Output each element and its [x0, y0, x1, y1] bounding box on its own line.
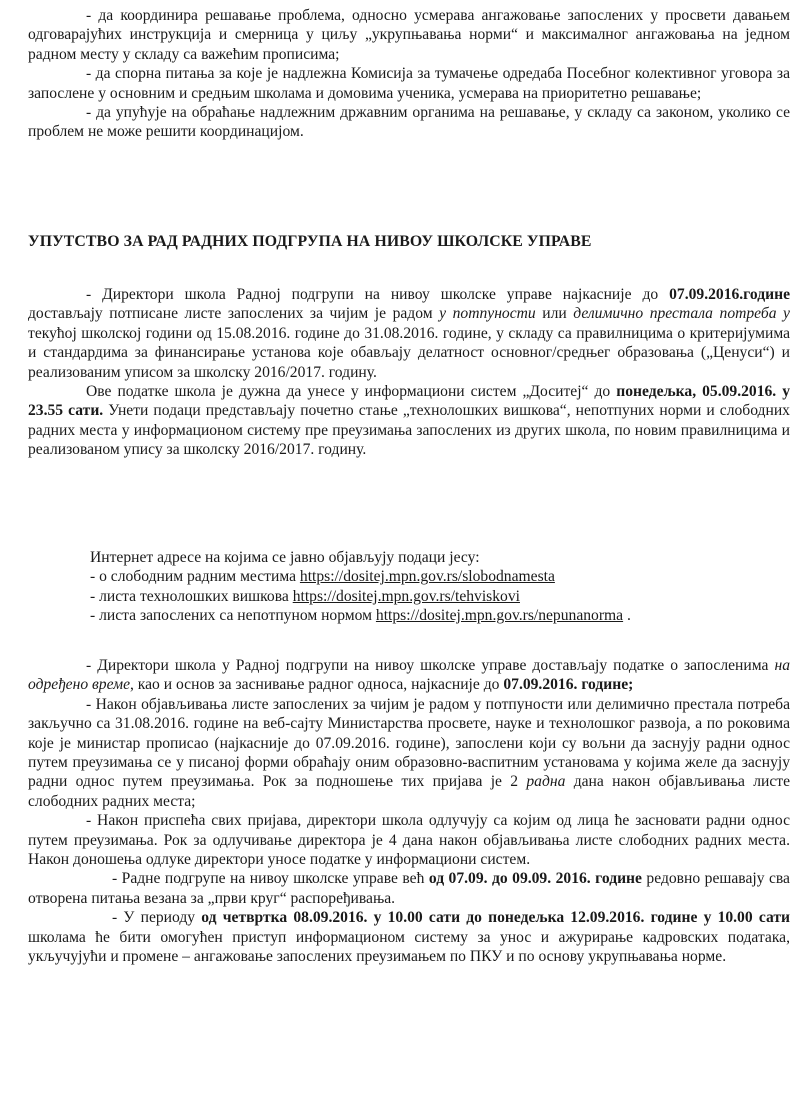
section-heading: УПУТСТВО ЗА РАД РАДНИХ ПОДГРУПА НА НИВОУ ШКОЛСКЕ УПРАВЕ	[28, 233, 592, 250]
link-tehviskovi[interactable]: https://dositej.mpn.gov.rs/tehviskovi	[292, 587, 520, 605]
procedure-list	[28, 656, 790, 967]
paragraph-directors-lists: - Директори школа Радној подгрупи на нивоу школске управе најкасније до 07.09.2016.године достављају потписане листе запослених за чијим је радом у потпуности или делимично престала потреба у текућој школској години од 15.08.2016. године до 31.08.2016. године, у складу са правилницима о критеријумима и стандардима за финансирање установа које обављају делатност основног/средњег образовања („Ценуси“) и реализованим уписом за школску 2016/2017. годину. Ове податке школа је дужна да унесе у информациони систем „Доситеј“ до понедељка, 05.09.2016. у 23.55 сати. Унети подаци представљају почетно стање „технолошких вишкова“, непотпуних норми и слободних радних места у информационом систему пре преузимања запослених из других школа, по новим правилницима и реализованом упису за школску 2016/2017. годину.	[28, 286, 790, 459]
link-row-incomplete-norm: - листа запослених са непотпуном нормом https://dositej.mpn.gov.rs/nepunanorma .	[90, 607, 631, 625]
links-intro: Интернет адресе на којима се јавно објављују подаци јесу:	[90, 549, 480, 566]
link-row-tech-surplus: - листа технолошких вишкова https://dositej.mpn.gov.rs/tehviskovi	[90, 587, 520, 605]
paragraph-fixed-term: - Директори школа у Радној подгрупи на нивоу школске управе достављају податке о запосленима на одређено време, као и основ за заснивање радног односа, најкасније до 07.09.2016. године;	[28, 657, 790, 694]
link-row-free-positions: - о слободним радним местима https://dositej.mpn.gov.rs/slobodnamesta	[90, 568, 555, 586]
paragraph-system-access: - У периоду од четвртка 08.09.2016. у 10.00 сати до понедељка 12.09.2016. године у 10.00 сати школама ће бити омогућен приступ информационом систему за унос и ажурирање кадровских података, укључујући и промене – ангажовање запослених преузимањем по ПКУ и по основу укрупњавања норме.	[28, 909, 790, 966]
paragraph-dositej-entry: Ове податке школа је дужна да унесе у информациони систем „Доситеј“ до понедељка, 05.09.2016. у 23.55 сати. Унети подаци представљају почетно стање „технолошких вишкова“, непотпуних норми и слободних радних места у информационом систему пре преузимања запослених из других школа, по новим правилницима и реализованом упису за школску 2016/2017. годину.	[28, 383, 790, 459]
paragraph-decisions: - Након приспећа свих пријава, директори школа одлучују са којим од лица ће засновати радни однос путем преузимања. Рок за одлучивање директора је 4 дана након објављивања листе слободних радних места. Након доношења одлуке директори уносе податке у информациони систем.	[28, 812, 790, 869]
paragraph-applications: - Након објављивања листе запослених за чијим је радом у потпуности или делимично престала потреба закључно са 31.08.2016. године на веб-сајту Министарства просвете, науке и технолошког развоја, а по роковима које је министар прописао (најкасније до 07.09.2016. године), запослени који су вољни да заснују радни однос путем преузимања се у писаној форми обраћају оним образовно-васпитним установама у којима желе да заснују радни однос путем преузимања. Рок за подношење тих пријава је 2 радна дана након објављивања листе слободних радних места;	[28, 695, 791, 810]
intro-item-1: - да координира решавање проблема, односно усмерава ангажовање запослених у просвети давањем одговарајућих инструкција и смерница у циљу „укрупњавања норми“ и максималног ангажовања на једном радном месту у складу са важећим прописима;	[28, 7, 790, 63]
intro-item-2: - да спорна питања за које је надлежна Комисија за тумачење одредаба Посебног колективног уговора за запослене у основним и средњим школама и домовима ученика, усмерава на приоритетно решавање;	[28, 65, 790, 102]
link-nepunanorma[interactable]: https://dositej.mpn.gov.rs/nepunanorma	[375, 607, 624, 625]
link-slobodnamesta[interactable]: https://dositej.mpn.gov.rs/slobodnamesta	[299, 568, 555, 586]
internet-addresses	[90, 548, 780, 626]
intro-list	[28, 6, 790, 142]
intro-item-3: - да упућује на обраћање надлежним државним органима на решавање, у складу са законом, уколико се проблем не може решити координацијом.	[28, 104, 790, 141]
paragraph-subgroups: - Радне подгрупе на нивоу школске управе већ од 07.09. до 09.09. 2016. године редовно решавају сва отворена питања везана за „први круг“ распоређивања.	[28, 870, 790, 907]
